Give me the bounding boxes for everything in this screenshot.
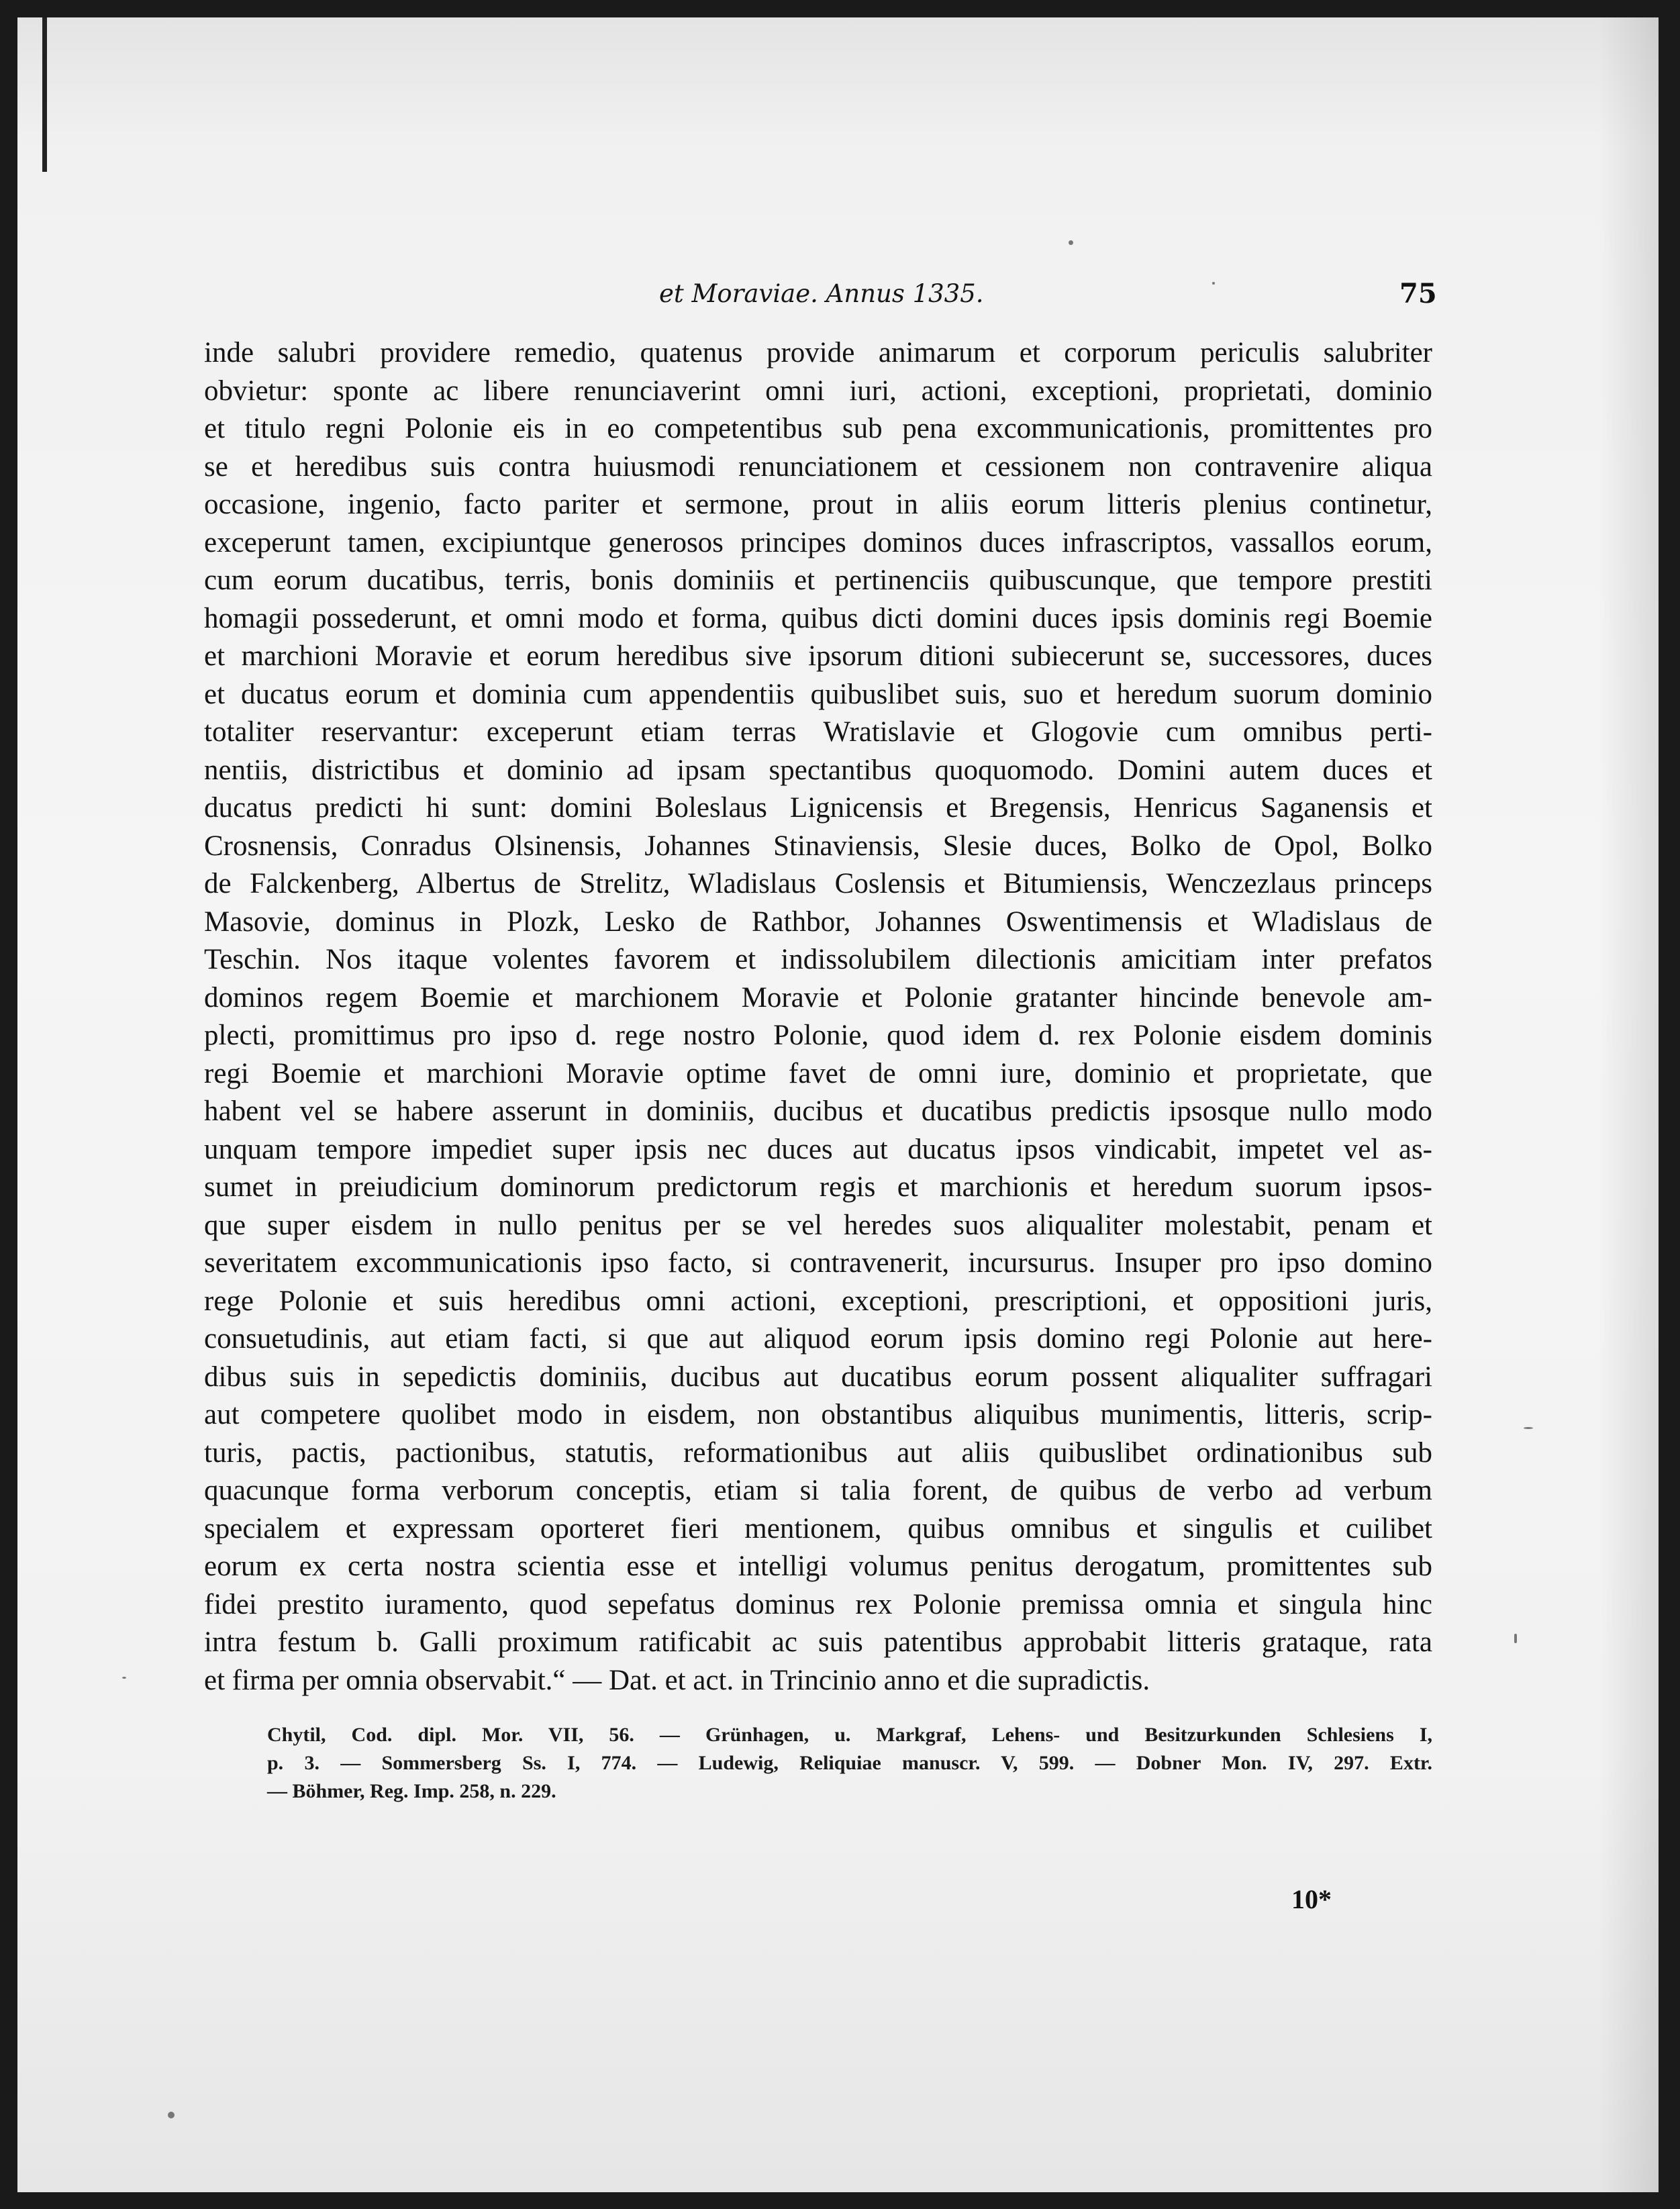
text-line: et titulo regni Polonie eis in eo competentibus sub pena excommunicationis, promittentes pro <box>204 413 1432 444</box>
text-line: ducatus predicti hi sunt: domini Boleslaus Lignicensis et Bregensis, Henricus Saganensis et <box>204 792 1432 824</box>
text-line: dominos regem Boemie et marchionem Moravie et Polonie gratanter hincinde benevole am- <box>204 981 1432 1014</box>
text-line: et marchioni Moravie et eorum heredibus sive ipsorum ditioni subiecerunt se, successores, duces <box>204 640 1432 672</box>
text-line: exceperunt tamen, excipiuntque generosos principes dominos duces infrascriptos, vassallos eorum, <box>204 526 1432 558</box>
text-line: quacunque forma verborum conceptis, etiam si talia forent, de quibus de verbo ad verbum <box>204 1475 1432 1506</box>
footnote-line: Chytil, Cod. dipl. Mor. VII, 56. — Grünhagen, u. Markgraf, Lehens- und Besitzurkunden Schlesiens I, <box>267 1724 1432 1746</box>
text-line: Masovie, dominus in Plozk, Lesko de Rathbor, Johannes Oswentimensis et Wladislaus de <box>204 905 1432 938</box>
text-line: Teschin. Nos itaque volentes favorem et indissolubilem dilectionis amicitiam inter prefatos <box>204 944 1432 975</box>
text-line: Crosnensis, Conradus Olsinensis, Johannes Stinaviensis, Slesie duces, Bolko de Opol, Bolko <box>204 830 1432 862</box>
text-line: et firma per omnia observabit.“ — Dat. et act. in Trincinio anno et die supradictis. <box>204 1664 1150 1696</box>
signature-mark: 10* <box>1291 1884 1332 1914</box>
text-line: consuetudinis, aut etiam facti, si que aut aliquod eorum ipsis domino regi Polonie aut here- <box>204 1323 1432 1355</box>
main-text-block <box>204 334 1432 1700</box>
text-line: obvietur: sponte ac libere renunciaverint omni iuri, actioni, exceptioni, proprietati, dominio <box>204 375 1432 407</box>
dust-speck <box>1212 282 1215 285</box>
text-line: que super eisdem in nullo penitus per se vel heredes suos aliqualiter molestabit, penam et <box>204 1209 1432 1241</box>
text-line: severitatem excommunicationis ipso facto, si contravenerit, incursurus. Insuper pro ipso domino <box>204 1247 1432 1279</box>
page-number: 75 <box>1399 278 1437 309</box>
text-line: dibus suis in sepedictis dominiis, ducibus aut ducatibus eorum possent aliqualiter suffragari <box>204 1361 1432 1393</box>
text-line: intra festum b. Galli proximum ratificabit ac suis patentibus approbabit litteris grataque, rata <box>204 1626 1432 1658</box>
text-line: specialem et expressam oporteret fieri mentionem, quibus omnibus et singulis et cuilibet <box>204 1512 1432 1544</box>
text-line: fidei prestito iuramento, quod sepefatus dominus rex Polonie premissa omnia et singula hinc <box>204 1588 1432 1620</box>
text-line: homagii possederunt, et omni modo et forma, quibus dicti domini duces ipsis dominis regi Boemie <box>204 602 1432 634</box>
footnote-line: p. 3. — Sommersberg Ss. I, 774. — Ludewig, Reliquiae manuscr. V, 599. — Dobner Mon. IV, 297. Extr. <box>267 1752 1432 1774</box>
text-line: inde salubri providere remedio, quatenus provide animarum et corporum periculis salubriter <box>204 337 1432 369</box>
text-line: turis, pactis, pactionibus, statutis, reformationibus aut aliis quibuslibet ordinationibus sub <box>204 1436 1432 1469</box>
scanned-page <box>17 17 1659 2192</box>
footnote-line: — Böhmer, Reg. Imp. 258, n. 229. <box>267 1780 556 1802</box>
text-line: de Falckenberg, Albertus de Strelitz, Wladislaus Coslensis et Bitumiensis, Wenczezlaus princeps <box>204 868 1432 899</box>
text-line: totaliter reservantur: exceperunt etiam terras Wratislavie et Glogovie cum omnibus perti- <box>204 716 1432 748</box>
text-line: cum eorum ducatibus, terris, bonis dominiis et pertinenciis quibuscunque, que tempore prestiti <box>204 564 1432 596</box>
text-line: et ducatus eorum et dominia cum appendentiis quibuslibet suis, suo et heredum suorum dominio <box>204 678 1432 710</box>
text-line: sumet in preiudicium dominorum predictorum regis et marchionis et heredum suorum ipsos- <box>204 1171 1432 1203</box>
dust-speck <box>1069 240 1073 245</box>
text-line: unquam tempore impediet super ipsis nec duces aut ducatus ipsos vindicabit, impetet vel as- <box>204 1133 1432 1165</box>
text-line: eorum ex certa nostra scientia esse et intelligi volumus penitus derogatum, promittentes sub <box>204 1551 1432 1582</box>
text-line: habent vel se habere asserunt in dominiis, ducibus et ducatibus predictis ipsosque nullo modo <box>204 1095 1432 1127</box>
dust-speck <box>1514 1634 1517 1643</box>
text-line: occasione, ingenio, facto pariter et sermone, prout in aliis eorum litteris plenius continetur, <box>204 489 1432 520</box>
running-head: et Moraviae. Annus 1335. <box>659 279 984 308</box>
binding-edge-rule <box>42 17 47 172</box>
dust-speck <box>168 2112 175 2118</box>
text-line: plecti, promittimus pro ipso d. rege nostro Polonie, quod idem d. rex Polonie eisdem dominis <box>204 1020 1432 1051</box>
dust-speck <box>1524 1427 1533 1429</box>
text-line: aut competere quolibet modo in eisdem, non obstantibus aliquibus munimentis, litteris, scrip- <box>204 1399 1432 1430</box>
dust-speck <box>122 1677 126 1679</box>
text-line: rege Polonie et suis heredibus omni actioni, exceptioni, prescriptioni, et oppositioni juris, <box>204 1285 1432 1317</box>
text-line: se et heredibus suis contra huiusmodi renunciationem et cessionem non contravenire aliqua <box>204 450 1432 483</box>
text-line: regi Boemie et marchioni Moravie optime favet de omni iure, dominio et proprietate, que <box>204 1057 1432 1089</box>
text-line: nentiis, districtibus et dominio ad ipsam spectantibus quoquomodo. Domini autem duces et <box>204 754 1432 786</box>
footnote-references <box>267 1721 1432 1806</box>
